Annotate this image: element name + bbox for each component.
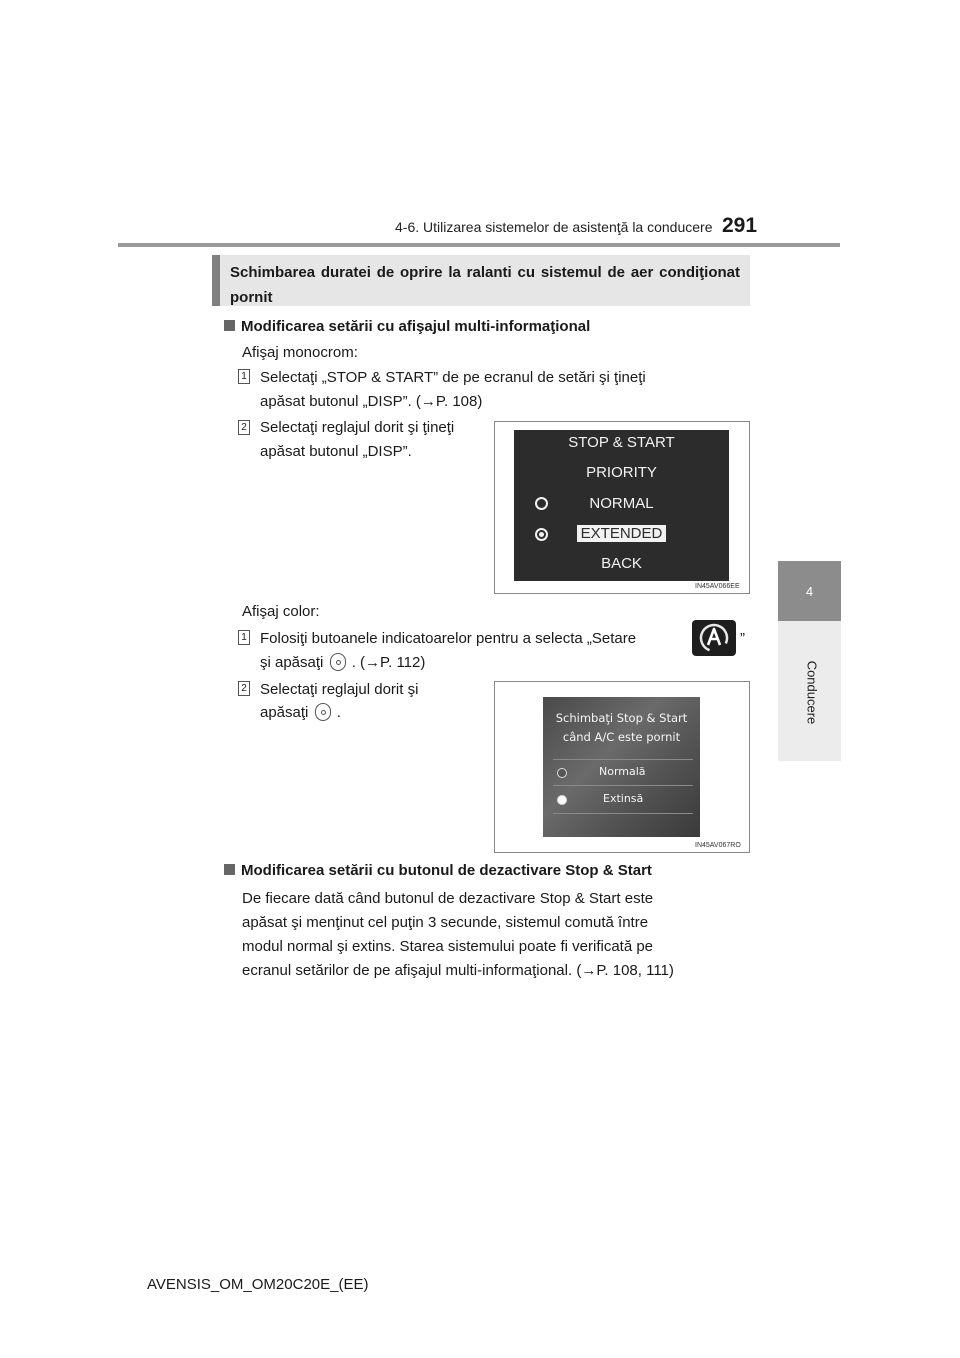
- subsection-title-button: Modificarea setării cu butonul de dezactivare Stop & Start: [224, 858, 652, 883]
- page-number: 291: [722, 214, 758, 237]
- body-line-2: apăsat şi menţinut cel puţin 3 secunde, sistemul comută între: [242, 914, 649, 931]
- radio-selected-icon: [557, 795, 567, 805]
- step-number: 1: [238, 369, 250, 384]
- dial-button-icon: [315, 703, 331, 721]
- chapter-tab-label: Conducere: [804, 660, 820, 725]
- chapter-subtitle: 4-6. Utilizarea sistemelor de asistenţă la conducere: [395, 219, 713, 235]
- square-bullet-icon: [224, 320, 235, 331]
- divider: [553, 759, 693, 760]
- divider: [553, 813, 693, 814]
- step-number: 2: [238, 420, 250, 435]
- mono-step1-line1: Selectaţi „STOP & START” de pe ecranul de setări şi ţineţi: [260, 369, 646, 386]
- mono-step2-line2: apăsat butonul „DISP”.: [260, 443, 412, 460]
- divider: [553, 785, 693, 786]
- color-display-label: Afişaj color:: [242, 603, 320, 620]
- driving-assist-icon: [692, 620, 736, 656]
- mono-display-screen: [514, 430, 729, 581]
- chapter-tab-number: 4: [778, 561, 841, 621]
- mono-display-label: Afişaj monocrom:: [242, 344, 358, 361]
- color-step1-line1: Folosiţi butoanele indicatoarelor pentru a selecta „Setare: [260, 630, 637, 647]
- lcd-title: STOP & START: [568, 434, 675, 451]
- lcd-option-extended: EXTENDED: [514, 525, 729, 542]
- mono-step1-line2: apăsat butonul „DISP”. (→P. 108): [260, 393, 483, 410]
- color-option-normal: Normală: [599, 765, 646, 778]
- subsection-title-display: Modificarea setării cu afişajul multi-informaţional: [224, 314, 590, 339]
- step-number: 2: [238, 681, 250, 696]
- section-heading: Schimbarea duratei de oprire la ralanti cu sistemul de aer condiţionat pornit: [212, 255, 750, 306]
- figure-caption: IN45AV067RO: [695, 842, 741, 849]
- dial-button-icon: [330, 653, 346, 671]
- body-line-4: ecranul setărilor de pe afişajul multi-informaţional. (→P. 108, 111): [242, 962, 674, 979]
- color-step2-line1: Selectaţi reglajul dorit şi: [260, 681, 419, 698]
- color-display-screen: [543, 697, 700, 837]
- document-code: AVENSIS_OM_OM20C20E_(EE): [147, 1276, 369, 1293]
- radio-icon: [557, 768, 567, 778]
- lcd-back: BACK: [601, 555, 642, 572]
- lcd-option-normal: NORMAL: [589, 495, 654, 512]
- body-line-1: De fiecare dată când butonul de dezactivare Stop & Start este: [242, 890, 654, 907]
- lcd-priority: PRIORITY: [586, 464, 657, 481]
- color-screen-title-line2: când A/C este pornit: [562, 730, 681, 744]
- color-screen-title-line1: Schimbaţi Stop & Start: [555, 711, 688, 725]
- color-option-extended: Extinsă: [603, 792, 644, 805]
- mono-step2-line1: Selectaţi reglajul dorit şi ţineţi: [260, 419, 455, 436]
- step-number: 1: [238, 630, 250, 645]
- color-step1-line2: şi apăsaţi . (→P. 112): [260, 654, 426, 671]
- figure-caption: IN45AV066EE: [695, 583, 740, 590]
- color-step1-quote: ”: [740, 630, 745, 647]
- body-line-3: modul normal şi extins. Starea sistemului poate fi verificată pe: [242, 938, 654, 955]
- square-bullet-icon: [224, 864, 235, 875]
- header-divider: [118, 243, 840, 247]
- color-step2-line2: apăsaţi .: [260, 704, 341, 721]
